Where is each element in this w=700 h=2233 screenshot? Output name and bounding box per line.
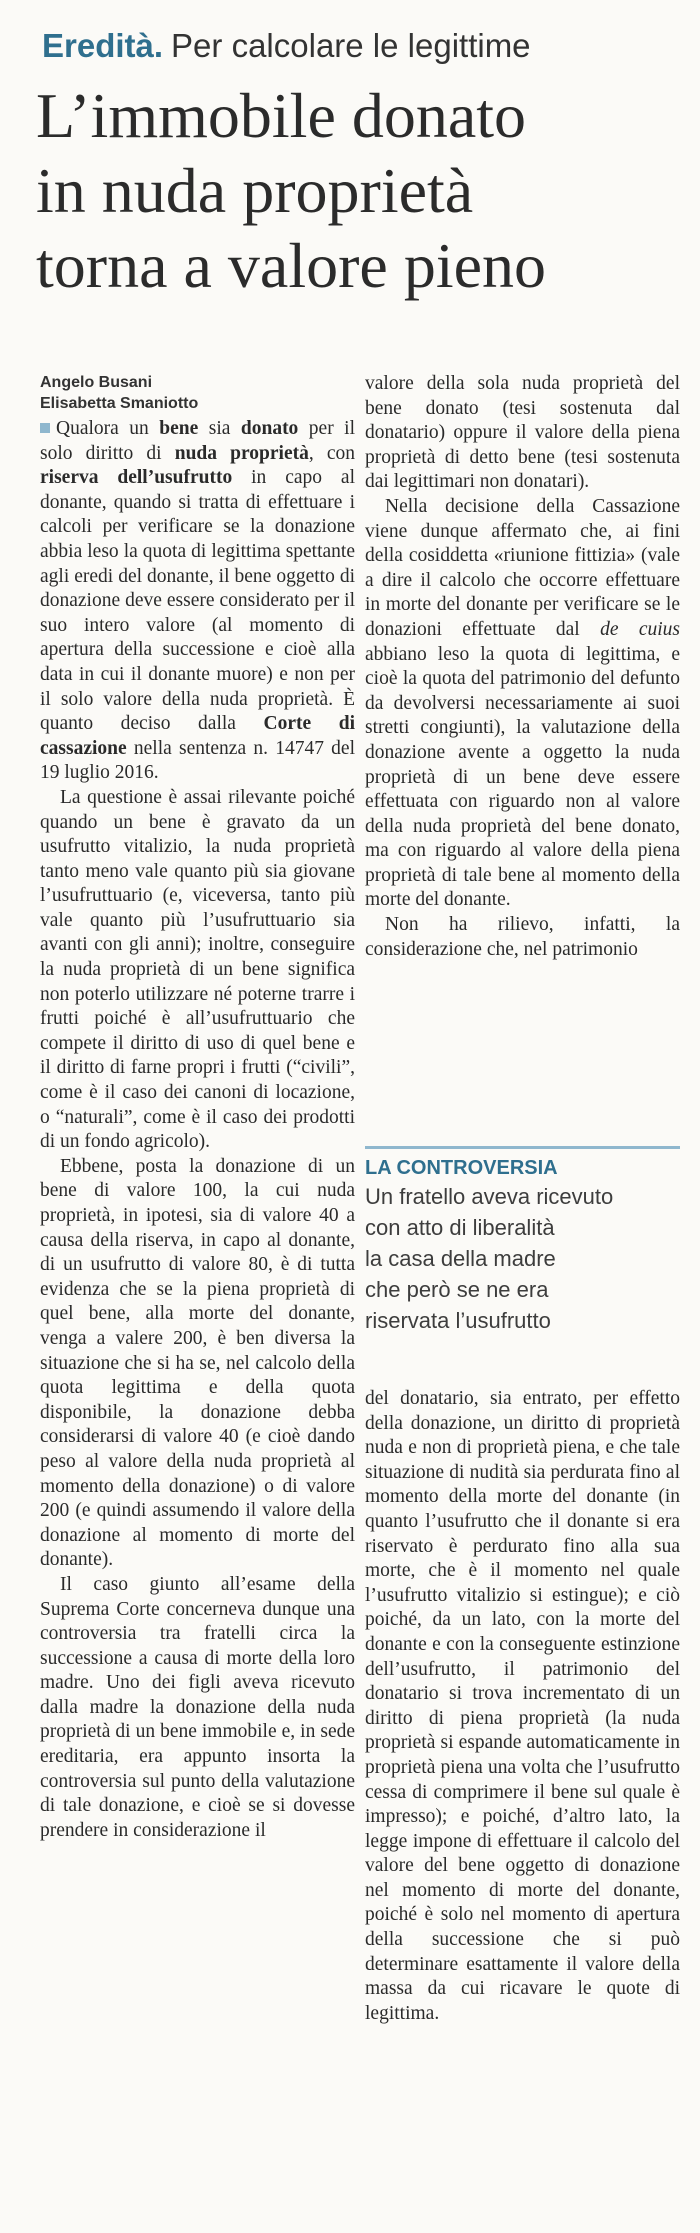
box-line: con atto di liberalità [365, 1215, 555, 1240]
headline-line: torna a valore pieno [36, 230, 546, 301]
body-paragraph: Ebbene, posta la donazione di un bene di valore 100, la cui nuda proprietà, in ipotesi, sia di valore 40 a causa della riserva, in capo al donante, di un usufrutto di valore 80, è di tutta evidenza che se la piena proprietà di quel bene, alla morte del donante, venga a valere 200, è ben diversa la situazione che si ha se, nel calcolo della quota legittima e della quota disponibile, la donazione debba considerarsi di valore 40 (e cioè dando peso al valore della nuda proprietà al momento della donazione) o di valore 200 (e quindi assumendo il valore della donazione al momento di morte del donante). [40, 1155, 355, 1571]
box-text [365, 1181, 680, 1336]
body-paragraph: del donatario, sia entrato, per effetto della donazione, un diritto di proprietà nuda e non di proprietà piena, e che tale situazione di nudità sia perdurata fino al momento della morte del donante (in quanto l’usufrutto che il donante si era riservato è perdurato fino alla sua morte, che è il momento nel quale l’usufrutto vitalizio si estingue); e ciò poiché, da un lato, con la morte del donante e con la conseguente estinzione dell’usufrutto, il patrimonio del donatario si trova incrementato di un diritto di piena proprietà (la nuda proprietà si espande automaticamente in proprietà piena una volta che l’usufrutto cessa di comprimere il bene sul quale è impresso); e poiché, d’altro lato, la legge impone di effettuare il calcolo del valore del bene oggetto di donazione nel momento di morte del donante, poiché è solo nel momento di apertura della successione che si può determinare esattamente il valore della massa da cui ricavare le quote di legittima. [365, 1388, 680, 2024]
lead-paragraph: Qualora un bene sia donato per il solo diritto di nuda proprietà, con riserva dell’usufrutto in capo al donante, quando si tratta di effettuare i calcoli per verificare se la donazione abbia leso la quota di legittima spettante agli eredi del donante, il bene oggetto di donazione deve essere considerato per il suo intero valore (al momento di apertura della successione e cioè alla data in cui il donante muore) e non per il solo valore della nuda proprietà. È quanto deciso dalla Corte di cassazione nella sentenza n. 14747 del 19 luglio 2016. [40, 418, 355, 784]
box-title: LA CONTROVERSIA [365, 1157, 558, 1179]
author-name: Angelo Busani [40, 374, 153, 391]
bullet-square-icon [40, 423, 50, 433]
body-paragraph: Nella decisione della Cassazione viene dunque affermato che, ai fini della cosiddetta «riunione fittizia» (vale a dire il calcolo che occorre effettuare in morte del donante per verificare se le donazioni effettuate dal de cuius abbiano leso la quota di legittima, e cioè la quota del patrimonio del defunto da devolversi necessariamente ai suoi stretti congiunti), la valutazione della donazione avente a oggetto la nuda proprietà di un bene deve essere effettuata con riguardo non al valore della nuda proprietà del bene donato, ma con riguardo al valore della piena proprietà di tale bene al momento della morte del donante. [365, 495, 680, 911]
column-right-top [365, 372, 680, 962]
kicker-subtitle: Per calcolare le legittime [171, 27, 531, 64]
author-name: Elisabetta Smaniotto [40, 395, 199, 412]
box-line: che però se ne era [365, 1277, 549, 1302]
body-paragraph: La questione è assai rilevante poiché quando un bene è gravato da un usufrutto vitalizio, la nuda proprietà tanto meno vale quanto più sia giovane l’usufruttuario (e, viceversa, tanto più vale quanto più l’usufruttuario sia avanti con gli anni); inoltre, conseguire la nuda proprietà di un bene significa non poterlo utilizzare né poterne trarre i frutti poiché è all’usufruttuario che compete il diritto di uso di quel bene e il diritto di farne propri i frutti (“civili”, come è il caso dei canoni di locazione, o “naturali”, come è il caso dei prodotti di un fondo agricolo). [40, 786, 355, 1153]
body-paragraph: valore della sola nuda proprietà del bene donato (tesi sostenuta dal donatario) oppure il valore della piena proprietà di detto bene (tesi sostenuta dai legittimari non donatari). [365, 373, 680, 493]
box-line: riservata l’usufrutto [365, 1308, 551, 1333]
body-paragraph: Non ha rilievo, infatti, la considerazione che, nel patrimonio [365, 914, 680, 960]
headline-line: in nuda proprietà [36, 155, 474, 226]
kicker [42, 26, 531, 66]
headline [36, 78, 676, 303]
box-line: la casa della madre [365, 1246, 556, 1271]
section-tag: Eredità. [42, 27, 164, 64]
controversy-box [365, 1146, 680, 1336]
headline-line: L’immobile donato [36, 80, 527, 151]
column-left [40, 372, 355, 1843]
body-paragraph: Il caso giunto all’esame della Suprema Corte concerneva dunque una controversia tra fratelli circa la successione a causa di morte della loro madre. Uno dei figli aveva ricevuto dalla madre la donazione della nuda proprietà di un bene immobile e, in sede ereditaria, era appunto insorta la controversia sul punto della valutazione di tale donazione, e cioè se si dovesse prendere in considerazione il [40, 1573, 355, 1841]
box-line: Un fratello aveva ricevuto [365, 1184, 614, 1209]
column-right-bottom [365, 1387, 680, 2026]
byline [40, 372, 355, 414]
